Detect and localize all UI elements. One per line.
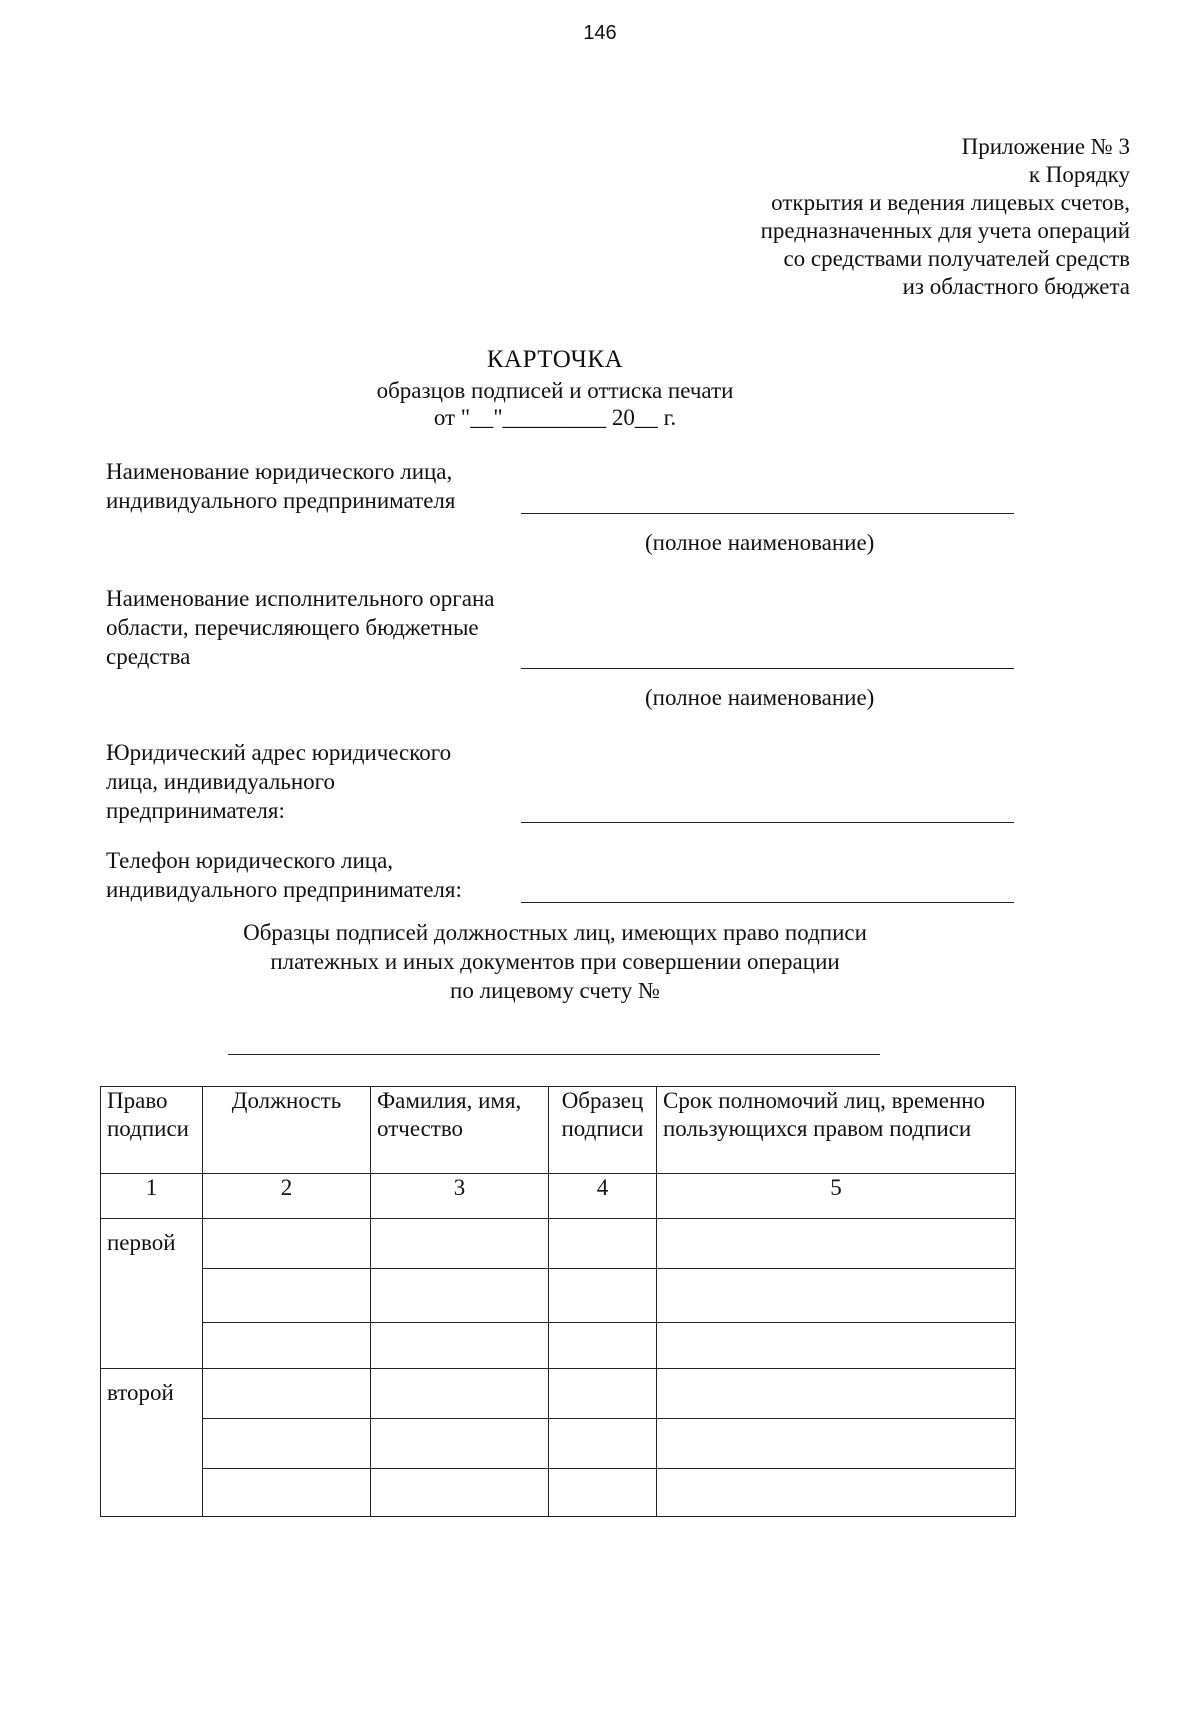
column-number-row xyxy=(101,1174,1016,1219)
header-position: Должность xyxy=(203,1087,371,1174)
header-signature-sample: Образец подписи xyxy=(549,1087,657,1174)
position-cell[interactable] xyxy=(203,1369,371,1419)
signature-sample-cell[interactable] xyxy=(549,1419,657,1469)
legal-entity-name-hint: (полное наименование) xyxy=(645,530,875,555)
legal-entity-name-field[interactable] xyxy=(521,513,1014,514)
table-row xyxy=(101,1469,1016,1517)
signature-sample-cell[interactable] xyxy=(549,1469,657,1517)
signature-sample-cell[interactable] xyxy=(549,1269,657,1323)
executive-body-name-label: Наименование исполнительного органа области, перечисляющего бюджетные средства xyxy=(106,586,495,669)
table-row xyxy=(101,1219,1016,1269)
table-row xyxy=(101,1369,1016,1419)
document-title: КАРТОЧКА xyxy=(486,346,624,373)
appendix-line: Приложение № 3 xyxy=(961,134,1130,159)
signatures-caption: Образцы подписей должностных лиц, имеющих право подписи платежных и иных документов при совершении операции по лицевому счету № xyxy=(243,920,867,1003)
authority-term-cell[interactable] xyxy=(657,1419,1016,1469)
position-cell[interactable] xyxy=(203,1419,371,1469)
header-authority-term: Срок полномочий лиц, временно пользующихся правом подписи xyxy=(657,1087,1016,1174)
document-subtitle: образцов подписей и оттиска печати xyxy=(376,378,734,403)
appendix-line: предназначенных для учета операций xyxy=(760,218,1130,243)
legal-entity-name-label: Наименование юридического лица, индивидуального предпринимателя xyxy=(106,459,456,513)
position-cell[interactable] xyxy=(203,1469,371,1517)
authority-term-cell[interactable] xyxy=(657,1269,1016,1323)
date-line: от "__"_________ 20__ г. xyxy=(433,405,677,430)
column-number: 3 xyxy=(371,1174,549,1219)
position-cell[interactable] xyxy=(203,1269,371,1323)
full-name-cell[interactable] xyxy=(371,1269,549,1323)
column-number: 1 xyxy=(101,1174,203,1219)
first-signature-group-label: первой xyxy=(101,1219,203,1369)
position-cell[interactable] xyxy=(203,1323,371,1369)
table-header-row xyxy=(101,1087,1016,1174)
table-row xyxy=(101,1323,1016,1369)
column-number: 2 xyxy=(203,1174,371,1219)
authority-term-cell[interactable] xyxy=(657,1323,1016,1369)
authority-term-cell[interactable] xyxy=(657,1369,1016,1419)
authority-term-cell[interactable] xyxy=(657,1219,1016,1269)
second-signature-group-label: второй xyxy=(101,1369,203,1517)
appendix-line: открытия и ведения лицевых счетов, xyxy=(771,190,1130,215)
legal-address-label: Юридический адрес юридического лица, индивидуального предпринимателя: xyxy=(106,740,452,823)
executive-body-name-hint: (полное наименование) xyxy=(645,685,875,710)
signature-sample-cell[interactable] xyxy=(549,1369,657,1419)
legal-address-field[interactable] xyxy=(521,822,1014,823)
appendix-line: со средствами получателей средств xyxy=(783,246,1130,271)
table-row xyxy=(101,1419,1016,1469)
signatures-table xyxy=(100,1086,1016,1517)
signature-sample-cell[interactable] xyxy=(549,1323,657,1369)
phone-field[interactable] xyxy=(521,902,1014,903)
full-name-cell[interactable] xyxy=(371,1323,549,1369)
page-number: 146 xyxy=(583,22,617,44)
column-number: 5 xyxy=(657,1174,1016,1219)
account-number-field[interactable] xyxy=(228,1054,880,1055)
position-cell[interactable] xyxy=(203,1219,371,1269)
table-row xyxy=(101,1269,1016,1323)
authority-term-cell[interactable] xyxy=(657,1469,1016,1517)
appendix-note xyxy=(761,133,1130,301)
appendix-line: из областного бюджета xyxy=(902,274,1130,299)
phone-label: Телефон юридического лица, индивидуального предпринимателя: xyxy=(106,848,462,902)
full-name-cell[interactable] xyxy=(371,1219,549,1269)
appendix-line: к Порядку xyxy=(1028,162,1130,187)
executive-body-name-field[interactable] xyxy=(521,668,1014,669)
full-name-cell[interactable] xyxy=(371,1419,549,1469)
full-name-cell[interactable] xyxy=(371,1469,549,1517)
full-name-cell[interactable] xyxy=(371,1369,549,1419)
signature-sample-cell[interactable] xyxy=(549,1219,657,1269)
header-full-name: Фамилия, имя, отчество xyxy=(371,1087,549,1174)
header-signature-right: Право подписи xyxy=(101,1087,203,1174)
column-number: 4 xyxy=(549,1174,657,1219)
